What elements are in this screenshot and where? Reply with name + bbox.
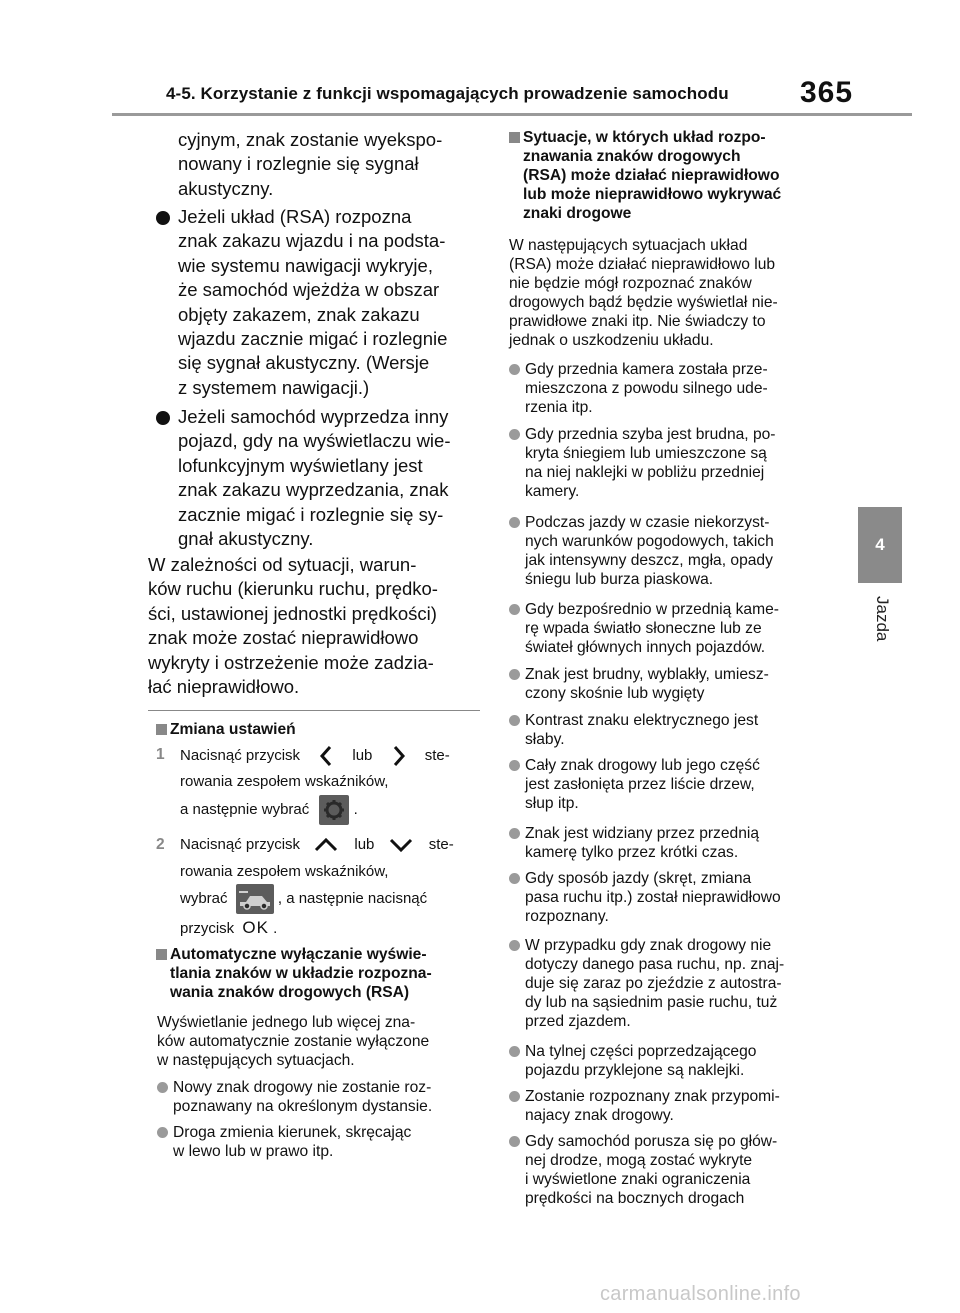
text-line: ków automatycznie zostanie wyłączone: [157, 1033, 430, 1050]
section-divider: [148, 710, 480, 711]
bullet-dot: [509, 1046, 520, 1057]
step-2-line-1: [180, 834, 480, 858]
bullet-item: [509, 711, 839, 749]
text-line: znak zakazu wjazdu i na podsta-: [178, 230, 446, 252]
bullet-item: [509, 936, 839, 1031]
bullet-item: [509, 665, 839, 703]
bullet-item: [156, 405, 486, 551]
text-span: Nacisnąć przycisk: [180, 835, 301, 853]
text-line: wjazdu zacznie migać i rozlegnie: [178, 328, 448, 350]
text-line: lofunkcyjnym wyświetlany jest: [178, 454, 423, 476]
text-span: wybrać: [180, 890, 228, 907]
text-line: jest zasłonięta przez liście drzew,: [525, 776, 755, 793]
text-line: Kontrast znaku elektrycznego jest: [525, 712, 759, 729]
section-title-line: tlania znaków w układzie rozpozna-: [170, 965, 432, 982]
bullet-dot: [509, 669, 520, 680]
text-line: Jeżeli układ (RSA) rozpozna: [178, 206, 412, 227]
section-title-line: lub może nieprawidłowo wykrywać: [523, 186, 782, 203]
chapter-title: 4-5. Korzystanie z funkcji wspomagających prowadzenie samochodu: [166, 84, 729, 103]
text-span: , a następnie nacisnąć: [277, 890, 428, 907]
bullet-item: [156, 205, 486, 400]
text-line: w lewo lub w prawo itp.: [173, 1143, 334, 1160]
section-heading: [156, 945, 486, 1002]
text-span: .: [353, 801, 358, 818]
section-heading: [156, 720, 486, 739]
text-line: Cały znak drogowy lub jego część: [525, 757, 760, 774]
text-line: znak może zostać nieprawidłowo: [148, 627, 419, 649]
text-line: pojazd, gdy na wyświetlaczu wie-: [178, 430, 451, 452]
chevron-right-icon: [385, 744, 411, 768]
watermark: carmanualsonline.info: [600, 1283, 801, 1305]
text-line: Podczas jazdy w czasie niekorzyst-: [525, 514, 770, 531]
bullet-item: [509, 824, 839, 862]
text-line: (RSA) może działać nieprawidłowo lub: [509, 256, 776, 273]
bullet-dot: [156, 211, 170, 225]
text-line: jednak o uszkodzeniu układu.: [509, 332, 714, 349]
text-line: prędkości na bocznych drogach: [525, 1190, 745, 1207]
text-line: Gdy przednia szyba jest brudna, po-: [525, 426, 776, 443]
bullet-dot: [509, 760, 520, 771]
text-line: z systemem nawigacji.): [178, 376, 370, 398]
chevron-up-icon: [310, 834, 342, 856]
text-line: Znak jest widziany przez przednią: [525, 825, 760, 842]
text-line: rzenia itp.: [525, 399, 593, 416]
text-line: Gdy przednia kamera została prze-: [525, 361, 768, 378]
bullet-dot: [509, 873, 520, 884]
text-line: nych warunków pogodowych, takich: [525, 533, 774, 550]
text-line: pasa ruchu itp.) został nieprawidłowo: [525, 889, 781, 906]
section-intro: [157, 1013, 487, 1070]
text-line: mieszczona z powodu silnego ude-: [525, 380, 768, 397]
text-line: kryta śniegiem lub umieszczone są: [525, 445, 767, 462]
text-line: Wyświetlanie jednego lub więcej zna-: [157, 1014, 416, 1031]
text-line: rozpoznany.: [525, 908, 609, 925]
text-line: znak zakazu wyprzedzania, znak: [178, 479, 449, 501]
text-line: jak intensywny deszcz, mgła, opady: [525, 552, 773, 569]
bullet-dot: [509, 715, 520, 726]
text-line: duje się zaraz po zjeździe z autostra-: [525, 975, 782, 992]
text-span: ste-: [428, 835, 454, 853]
text-line: Zostanie rozpoznany znak przypomi-: [525, 1088, 780, 1105]
text-span: a następnie wybrać: [180, 801, 310, 818]
text-line: czony skośnie lub wygięty: [525, 685, 705, 702]
bullet-dot: [509, 828, 520, 839]
text-line: poznawany na określonym dystansie.: [173, 1098, 433, 1115]
section-title-line: Automatyczne wyłączanie wyświe-: [170, 946, 427, 963]
section-title-line: znaki drogowe: [523, 205, 632, 222]
bullet-item: [509, 425, 839, 501]
section-title-line: znawania znaków drogowych: [523, 148, 741, 165]
bullet-item: [509, 1042, 839, 1080]
text-span: .: [273, 920, 278, 937]
body-paragraph: [148, 553, 488, 699]
text-line: na niej naklejki w pobliżu przedniej: [525, 464, 765, 481]
text-line: wykryty i ostrzeżenie może zadzia-: [148, 651, 434, 673]
text-line: Nowy znak drogowy nie zostanie roz-: [173, 1079, 432, 1096]
bullet-item: [509, 756, 839, 813]
text-line: najacy znak drogowy.: [525, 1107, 674, 1124]
step-2-line-2: rowania zespołem wskaźników,: [180, 863, 389, 880]
bullet-item: [157, 1123, 487, 1161]
rsa-sign-recognition-icon: [236, 884, 274, 914]
text-line: i wyświetlone znaki ograniczenia: [525, 1171, 751, 1188]
text-line: dotyczy danego pasa ruchu, np. znaj-: [525, 956, 785, 973]
text-line: Jeżeli samochód wyprzedza inny: [178, 406, 449, 427]
section-title-line: (RSA) może działać nieprawidłowo: [523, 167, 780, 184]
step-number: 1: [156, 746, 165, 763]
section-intro: [509, 236, 839, 350]
bullet-dot: [509, 604, 520, 615]
bullet-dot: [509, 1091, 520, 1102]
text-line: rę wpada światło słoneczne lub ze: [525, 620, 762, 637]
bullet-item: [509, 869, 839, 926]
chevron-left-icon: [314, 744, 340, 768]
text-line: łać nieprawidłowo.: [148, 676, 300, 698]
section-title-line: Sytuacje, w których układ rozpo-: [523, 129, 766, 146]
text-line: nowany i rozlegnie się sygnał: [178, 153, 419, 175]
text-line: kamerę tylko przez krótki czas.: [525, 844, 739, 861]
intro-text: [178, 128, 488, 201]
text-line: akustyczny.: [178, 177, 274, 199]
text-line: nie będzie mógł rozpoznać znaków: [509, 275, 752, 292]
text-line: pojazdu przyklejone są naklejki.: [525, 1062, 745, 1079]
text-line: drogowych bądź będzie wyświetlał nie-: [509, 294, 778, 311]
ok-button-icon: OK: [242, 918, 269, 937]
bullet-dot: [509, 1136, 520, 1147]
text-line: wie systemu nawigacji wykryje,: [178, 254, 433, 276]
step-number: 2: [156, 836, 165, 853]
step-1-line-1: [180, 744, 480, 768]
text-line: świateł głównych innych pojazdów.: [525, 639, 766, 656]
bullet-dot: [509, 429, 520, 440]
section-heading: [509, 128, 839, 223]
text-line: się sygnał akustyczny. (Wersje: [178, 352, 430, 374]
text-line: kamery.: [525, 483, 580, 500]
text-line: Gdy sposób jazdy (skręt, zmiana: [525, 870, 752, 887]
text-line: cyjnym, znak zostanie wyekspo-: [178, 129, 443, 150]
chevron-down-icon: [385, 834, 417, 856]
section-marker: [156, 949, 167, 960]
bullet-dot: [157, 1082, 168, 1093]
header-divider: [112, 113, 912, 116]
text-span: ste-: [424, 746, 450, 764]
text-line: gnał akustyczny.: [178, 528, 314, 550]
text-line: zacznie migać i rozlegnie się sy-: [178, 503, 444, 525]
text-line: w następujących sytuacjach.: [157, 1052, 355, 1069]
text-line: ści, ustawionej jednostki prędkości): [148, 602, 437, 624]
section-title: Zmiana ustawień: [170, 721, 296, 738]
text-line: Znak jest brudny, wyblakły, umiesz-: [525, 666, 769, 683]
bullet-dot: [156, 411, 170, 425]
step-1-line-3: [180, 795, 480, 827]
text-span: przycisk: [180, 920, 235, 937]
text-line: śniegu lub burza piaskowa.: [525, 571, 714, 588]
section-marker: [156, 724, 167, 735]
bullet-dot: [509, 364, 520, 375]
text-line: Na tylnej części poprzedzającego: [525, 1043, 757, 1060]
bullet-item: [509, 360, 839, 417]
text-line: że samochód wjeżdża w obszar: [178, 279, 440, 301]
page-number: 365: [800, 76, 854, 109]
step-1-line-2: rowania zespołem wskaźników,: [180, 773, 389, 790]
bullet-item: [509, 600, 839, 657]
text-line: ków ruchu (kierunku ruchu, prędko-: [148, 578, 438, 600]
text-line: Gdy samochód porusza się po głów-: [525, 1133, 778, 1150]
text-line: Gdy bezpośrednio w przednią kame-: [525, 601, 779, 618]
text-line: słup itp.: [525, 795, 579, 812]
chapter-tab-label: Jazda: [873, 596, 892, 642]
text-span: Nacisnąć przycisk: [180, 746, 301, 764]
text-span: lub: [352, 746, 373, 764]
section-title-line: wania znaków drogowych (RSA): [170, 984, 410, 1001]
text-line: słaby.: [525, 731, 565, 748]
text-span: lub: [354, 835, 375, 853]
section-marker: [509, 132, 520, 143]
settings-gear-icon: [319, 795, 349, 825]
step-2-line-3: [180, 884, 480, 916]
text-line: W następujących sytuacjach układ: [509, 237, 748, 254]
text-line: W zależności od sytuacji, warun-: [148, 554, 417, 575]
text-line: Droga zmienia kierunek, skręcając: [173, 1124, 412, 1141]
bullet-dot: [509, 940, 520, 951]
chapter-tab: 4: [858, 507, 902, 583]
bullet-dot: [157, 1127, 168, 1138]
text-line: W przypadku gdy znak drogowy nie: [525, 937, 772, 954]
bullet-item: [509, 513, 839, 589]
text-line: prawidłowe znaki itp. Nie świadczy to: [509, 313, 766, 330]
bullet-item: [509, 1087, 839, 1125]
bullet-item: [157, 1078, 487, 1116]
text-line: przed zjazdem.: [525, 1013, 631, 1030]
text-line: dy lub na sąsiednim pasie ruchu, tuż: [525, 994, 778, 1011]
bullet-dot: [509, 517, 520, 528]
bullet-item: [509, 1132, 839, 1208]
text-line: nej drodze, mogą zostać wykryte: [525, 1152, 753, 1169]
text-line: objęty zakazem, znak zakazu: [178, 303, 420, 325]
step-2-line-4: [180, 918, 480, 939]
